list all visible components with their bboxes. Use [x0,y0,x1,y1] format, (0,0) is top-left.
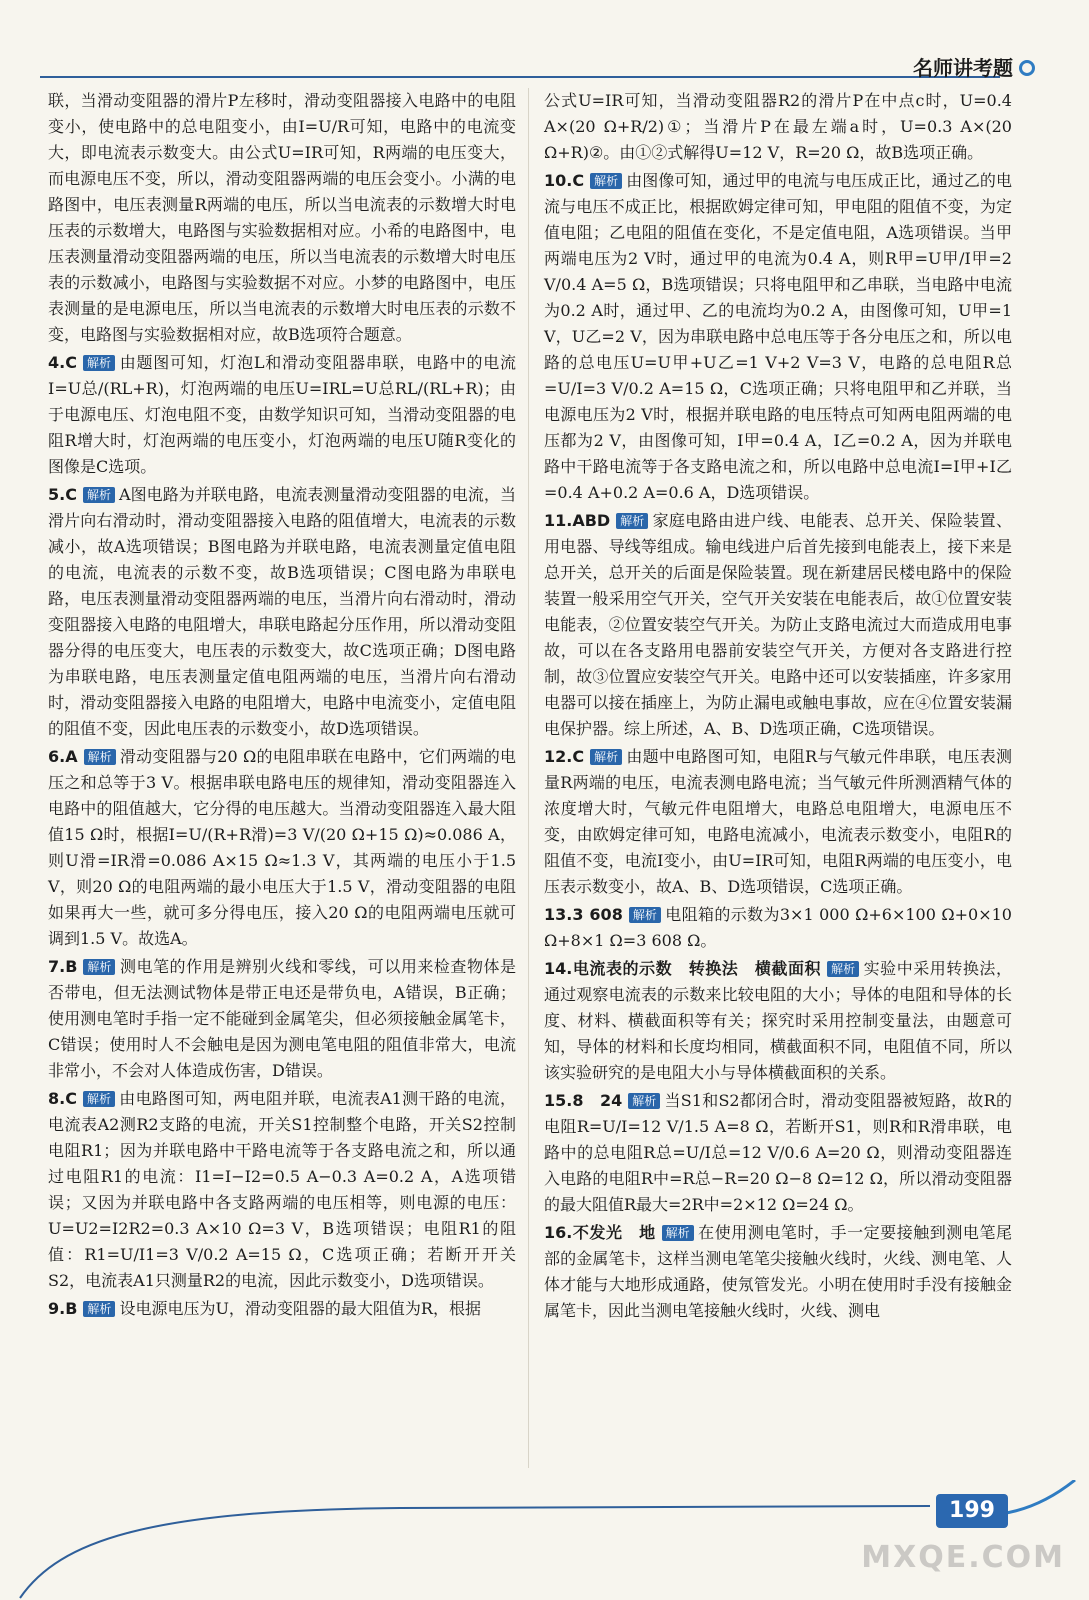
answer-item [48,954,516,1084]
answer-item [48,88,516,348]
answer-choice: C [65,353,77,372]
answer-choice: B [65,957,78,976]
analysis-tag: 解析 [590,173,622,189]
answer-item [544,1088,1012,1218]
watermark-text: MXQE.COM [861,1540,1065,1575]
answer-choice: 3 608 [572,905,623,924]
explanation-text: 在使用测电笔时，手一定要接触到测电笔尾部的金属笔卡，这样当测电笔笔尖接触火线时，火线、测电笔、人体才能与大地形成通路，使氖管发光。小明在使用时手没有接触金属笔卡，因此当测电笔接触火线时，火线、测电 [544,1223,1012,1320]
question-number: 8. [48,1089,66,1108]
answer-choice: B [65,1299,78,1318]
analysis-tag: 解析 [629,907,661,923]
explanation-text: 由题中电路图可知，电阻R与气敏元件串联，电压表测量R两端的电压，电流表测电路电流；当气敏元件所测酒精气体的浓度增大时，气敏元件电阻增大，电路总电阻增大，电源电压不变，由欧姆定律可知，电路电流减小，电流表示数变小，电阻R的阻值不变，电流I变小，由U=IR可知，电阻R两端的电压变小，电压表示数变小，故A、B、D选项错误，C选项正确。 [544,747,1012,896]
answer-item [544,1220,1012,1324]
page-header-title: 名师讲考题 [913,56,1013,80]
analysis-tag: 解析 [83,487,115,503]
question-number: 14. [544,959,573,978]
page-number: 199 [936,1494,1008,1528]
left-column [48,88,516,1324]
analysis-tag: 解析 [827,961,859,977]
analysis-tag: 解析 [83,1091,115,1107]
explanation-text: 由电路图可知，两电阻并联，电流表A1测干路的电流，电流表A2测R2支路的电流，开关S1控制整个电路，开关S2控制电阻R1；因为并联电路中干路电流等于各支路电流之和，所以通过电阻R1的电流：I1=I−I2=0.5 A−0.3 A=0.2 A，A选项错误；又因为并联电路中各支路两端的电压相等，则电源的电压：U=U2=I2R2=0.3 A×10 Ω=3 V，B选项错误；电阻R1的阻值：R1=U/I1=3 V/0.2 A=15 Ω，C选项正确；若断开开关S2，电流表A1只测量R2的电流，因此示数变小，D选项错误。 [48,1089,516,1290]
column-divider [528,88,529,1468]
analysis-tag: 解析 [628,1093,660,1109]
question-number: 9. [48,1299,66,1318]
analysis-tag: 解析 [83,1301,115,1317]
answer-item [48,1296,516,1322]
question-number: 10. [544,171,573,190]
answer-item [544,902,1012,954]
analysis-tag: 解析 [83,355,115,371]
analysis-tag: 解析 [662,1225,694,1241]
explanation-text: 由图像可知，通过甲的电流与电压成正比，通过乙的电流与电压不成正比，根据欧姆定律可知，甲电阻的阻值不变，为定值电阻；乙电阻的阻值在变化，不是定值电阻，A选项错误。当甲两端电压为2 V时，通过甲的电流为0.4 A，则R甲=U甲/I甲=2 V/0.4 A=5 Ω，B选项错误；只将电阻甲和乙串联，当电路中电流为0.2 A时，通过甲、乙的电流均为0.2 A，由图像可知，U甲=1 V，U乙=2 V，因为串联电路中总电压等于各分电压之和，所以电路的总电压U=U甲+U乙=1 V+2 V=3 V，电路的总电阻R总=U/I=3 V/0.2 A=15 Ω，C选项正确；只将电阻甲和乙并联，当电源电压为2 V时，根据并联电路的电压特点可知两电阻两端的电压都为2 V，由图像可知，I甲=0.4 A，I乙=0.2 A，因为并联电路中干路电流等于各支路电流之和，所以电路中总电流I=I甲+I乙=0.4 A+0.2 A=0.6 A，D选项错误。 [544,171,1012,502]
explanation-text: 滑动变阻器与20 Ω的电阻串联在电路中，它们两端的电压之和总等于3 V。根据串联电路电压的规律知，滑动变阻器连入电路中的阻值越大，它分得的电压越大。当滑动变阻器连入最大阻值15 Ω时，根据I=U/(R+R滑)=3 V/(20 Ω+15 Ω)≈0.086 A，则U滑=IR滑=0.086 A×15 Ω≈1.3 V，其两端的电压小于1.5 V，则20 Ω的电阻两端的最小电压大于1.5 V，滑动变阻器的电阻如果再大一些，就可多分得电压，接入20 Ω的电阻两端电压就可调到1.5 V。故选A。 [48,747,516,948]
question-number: 11. [544,511,573,530]
explanation-text: 实验中采用转换法，通过观察电流表的示数来比较电阻的大小；导体的电阻和导体的长度、材料、横截面积等有关；探究时采用控制变量法，由题意可知，导体的材料和长度均相同，横截面积不同，电阻值不同，所以该实验研究的是电阻大小与导体横截面积的关系。 [544,959,1012,1082]
question-number: 7. [48,957,66,976]
question-number: 12. [544,747,573,766]
answer-item [48,744,516,952]
answer-choice: C [65,1089,77,1108]
explanation-text: 公式U=IR可知，当滑动变阻器R2的滑片P在中点c时，U=0.4 A×(20 Ω+R/2)①；当滑片P在最左端a时，U=0.3 A×(20 Ω+R)②。由①②式解得U=12 V，R=20 Ω，故B选项正确。 [544,91,1012,162]
answer-item [544,168,1012,506]
answer-choice: 8 24 [572,1091,623,1110]
question-number: 6. [48,747,66,766]
answer-choice: 不发光 地 [572,1223,656,1242]
explanation-text: 家庭电路由进户线、电能表、总开关、保险装置、用电器、导线等组成。输电线进户后首先接到电能表上，接下来是总开关，总开关的后面是保险装置。现在新建居民楼电路中的保险装置一般采用空气开关，空气开关安装在电能表后，故①位置安装电能表，②位置安装空气开关。为防止支路电流过大而造成用电事故，可以在各支路用电器前安装空气开关，方便对各支路进行控制，故③位置应安装空气开关。电路中还可以安装插座，许多家用电器可以接在插座上，为防止漏电或触电事故，应在④位置安装漏电保护器。综上所述，A、B、D选项正确，C选项错误。 [544,511,1012,738]
answer-item [48,1086,516,1294]
answer-choice: C [572,171,585,190]
explanation-text: 电阻箱的示数为3×1 000 Ω+6×100 Ω+0×10 Ω+8×1 Ω=3 608 Ω。 [544,905,1012,950]
answer-choice: ABD [572,511,611,530]
question-number: 16. [544,1223,573,1242]
header-ring-icon [1019,60,1035,76]
answer-choice: C [65,485,77,504]
question-number: 15. [544,1091,573,1110]
analysis-tag: 解析 [83,959,115,975]
explanation-text: 设电源电压为U，滑动变阻器的最大阻值为R，根据 [119,1299,481,1318]
header-rule [40,76,1000,78]
explanation-text: 由题图可知，灯泡L和滑动变阻器串联，电路中的电流I=U总/(RL+R)，灯泡两端的电压U=IRL=U总RL/(RL+R)；由于电源电压、灯泡电阻不变，由数学知识可知，当滑动变阻器的电阻R增大时，灯泡两端的电压变小，灯泡两端的电压U随R变化的图像是C选项。 [48,353,516,476]
right-column [544,88,1012,1326]
explanation-text: 当S1和S2都闭合时，滑动变阻器被短路，故R的电阻R=U/I=12 V/1.5 A=8 Ω，若断开S1，则R和R滑串联，电路中的总电阻R总=U/I总=12 V/0.6 A=20 Ω，则滑动变阻器连入电路的电阻R中=R总−R=20 Ω−8 Ω=12 Ω，所以滑动变阻器的最大阻值R最大=2R中=2×12 Ω=24 Ω。 [544,1091,1012,1214]
answer-item [544,956,1012,1086]
answer-item [544,508,1012,742]
analysis-tag: 解析 [590,749,622,765]
explanation-text: 联，当滑动变阻器的滑片P左移时，滑动变阻器接入电路中的电阻变小，使电路中的总电阻变小，由I=U/R可知，电路中的电流变大，即电流表示数变大。由公式U=IR可知，R两端的电压变大，而电源电压不变，所以，滑动变阻器两端的电压会变小。小满的电路图中，电压表测量R两端的电压，所以当电流表的示数增大时电压表的示数增大，电路图与实验数据相对应。小希的电路图中，电压表测量滑动变阻器两端的电压，所以当电流表的示数增大时电压表的示数减小，电路图与实验数据不对应。小梦的电路图中，电压表测量的是电源电压，所以当电流表的示数增大时电压表的示数不变，电路图与实验数据相对应，故B选项符合题意。 [48,91,516,344]
answer-item [544,88,1012,166]
question-number: 5. [48,485,66,504]
answer-choice: 电流表的示数 转换法 横截面积 [572,959,822,978]
analysis-tag: 解析 [616,513,648,529]
answer-choice: C [572,747,585,766]
answer-item [48,482,516,742]
answer-choice: A [65,747,78,766]
question-number: 4. [48,353,66,372]
answer-item [544,744,1012,900]
answer-item [48,350,516,480]
analysis-tag: 解析 [84,749,116,765]
explanation-text: A图电路为并联电路，电流表测量滑动变阻器的电流，当滑片向右滑动时，滑动变阻器接入电路的阻值增大，电流表的示数减小，故A选项错误；B图电路为并联电路，电流表测量定值电阻的电流，电流表的示数不变，故B选项错误；C图电路为串联电路，电压表测量滑动变阻器两端的电压，当滑片向右滑动时，滑动变阻器接入电路的电阻增大，串联电路起分压作用，所以滑动变阻器分得的电压变大，电压表的示数变大，故C选项正确；D图电路为串联电路，电压表测量定值电阻两端的电压，当滑片向右滑动时，滑动变阻器接入电路的电阻增大，电路中电流变小，定值电阻的阻值不变，因此电压表的示数变小，故D选项错误。 [48,485,516,738]
explanation-text: 测电笔的作用是辨别火线和零线，可以用来检查物体是否带电，但无法测试物体是带正电还是带负电，A错误，B正确；使用测电笔时手指一定不能碰到金属笔尖，但必须接触金属笔卡，C错误；使用时人不会触电是因为测电笔电阻的阻值非常大，电流非常小，不会对人体造成伤害，D错误。 [48,957,516,1080]
question-number: 13. [544,905,573,924]
